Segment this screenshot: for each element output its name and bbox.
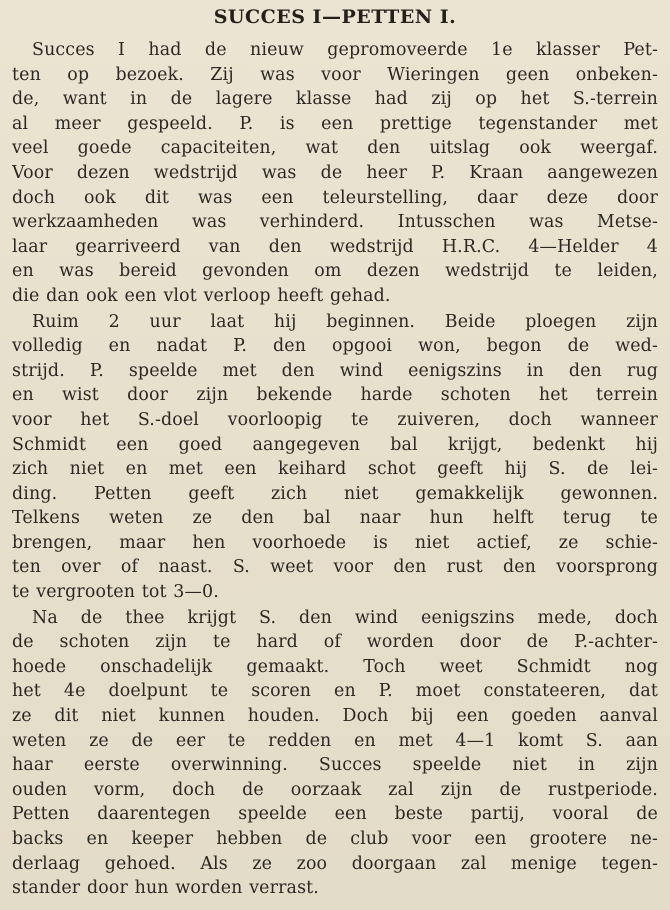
paragraph-3 — [12, 606, 658, 901]
text-line: ding. Petten geeft zich niet gemakkelijk gewonnen. — [12, 483, 658, 504]
text-line: voor het S.-doel voorloopig te zuiveren, doch wanneer — [12, 409, 658, 430]
text-line: de schoten zijn te hard of worden door de P.-achter- — [12, 632, 658, 653]
text-line: Schmidt een goed aangegeven bal krijgt, bedenkt hij — [12, 434, 658, 455]
text-line: hoede onschadelijk gemaakt. Toch weet Schmidt nog — [12, 656, 658, 677]
text-line: het 4e doelpunt te scoren en P. moet constateeren, dat — [12, 681, 658, 702]
text-line: Succes I had de nieuw gepromoveerde 1e klasser Pet- — [32, 40, 658, 60]
text-line: haar eerste overwinning. Succes speelde niet in zijn — [12, 755, 658, 776]
text-line: en wist door zijn bekende harde schoten het terrein — [12, 385, 658, 406]
text-line: Ruim 2 uur laat hij beginnen. Beide ploegen zijn — [32, 311, 658, 332]
text-line: brengen, maar hen voorhoede is niet actief, ze schie- — [12, 532, 658, 553]
paragraph-2 — [12, 310, 658, 605]
text-line: ten op bezoek. Zij was voor Wieringen geen onbeken- — [12, 64, 658, 85]
text-line: al meer gespeeld. P. is een prettige tegenstander met — [12, 113, 658, 134]
text-line: Voor dezen wedstrijd was de heer P. Kraan aangewezen — [12, 162, 658, 183]
text-line: doch ook dit was een teleurstelling, daar deze door — [12, 187, 658, 208]
text-line: Petten daarentegen speelde een beste partij, vooral de — [12, 804, 658, 825]
text-line: weten ze de eer te redden en met 4—1 komt S. aan — [12, 730, 658, 751]
article-headline: SUCCES I—PETTEN I. — [213, 6, 457, 28]
text-line: backs en keeper hebben de club voor een grootere ne- — [12, 829, 658, 849]
text-line: ouden vorm, doch de oorzaak zal zijn de rustperiode. — [12, 779, 658, 800]
text-line: stander door hun worden verrast. — [12, 878, 319, 899]
paragraph-1 — [12, 38, 658, 309]
text-line: strijd. P. speelde met den wind eenigszins in den rug — [12, 360, 658, 381]
text-line: derlaag gehoed. Als ze zoo doorgaan zal menige tegen- — [12, 853, 658, 874]
text-line: te vergrooten tot 3—0. — [12, 582, 219, 603]
text-line: en was bereid gevonden om dezen wedstrijd te leiden, — [12, 261, 658, 282]
text-line: Na de thee krijgt S. den wind eenigszins mede, doch — [32, 607, 658, 628]
text-line: laar gearriveerd van den wedstrijd H.R.C. 4—Helder 4 — [12, 236, 658, 257]
text-line: de, want in de lagere klasse had zij op het S.-terrein — [12, 89, 658, 110]
article — [12, 4, 658, 901]
text-line: werkzaamheden was verhinderd. Intusschen was Metse- — [12, 212, 658, 233]
text-line: ze dit niet kunnen houden. Doch bij een goeden aanval — [12, 706, 658, 727]
text-line: ten over of naast. S. weet voor den rust den voorsprong — [12, 557, 658, 578]
text-line: volledig en nadat P. den opgooi won, begon de wed- — [12, 336, 658, 357]
text-line: Telkens weten ze den bal naar hun helft terug te — [12, 508, 658, 529]
text-line: zich niet en met een keihard schot geeft hij S. de lei- — [12, 459, 658, 480]
text-line: veel goede capaciteiten, wat den uitslag ook weergaf. — [12, 138, 658, 159]
text-line: die dan ook een vlot verloop heeft gehad. — [12, 285, 391, 306]
